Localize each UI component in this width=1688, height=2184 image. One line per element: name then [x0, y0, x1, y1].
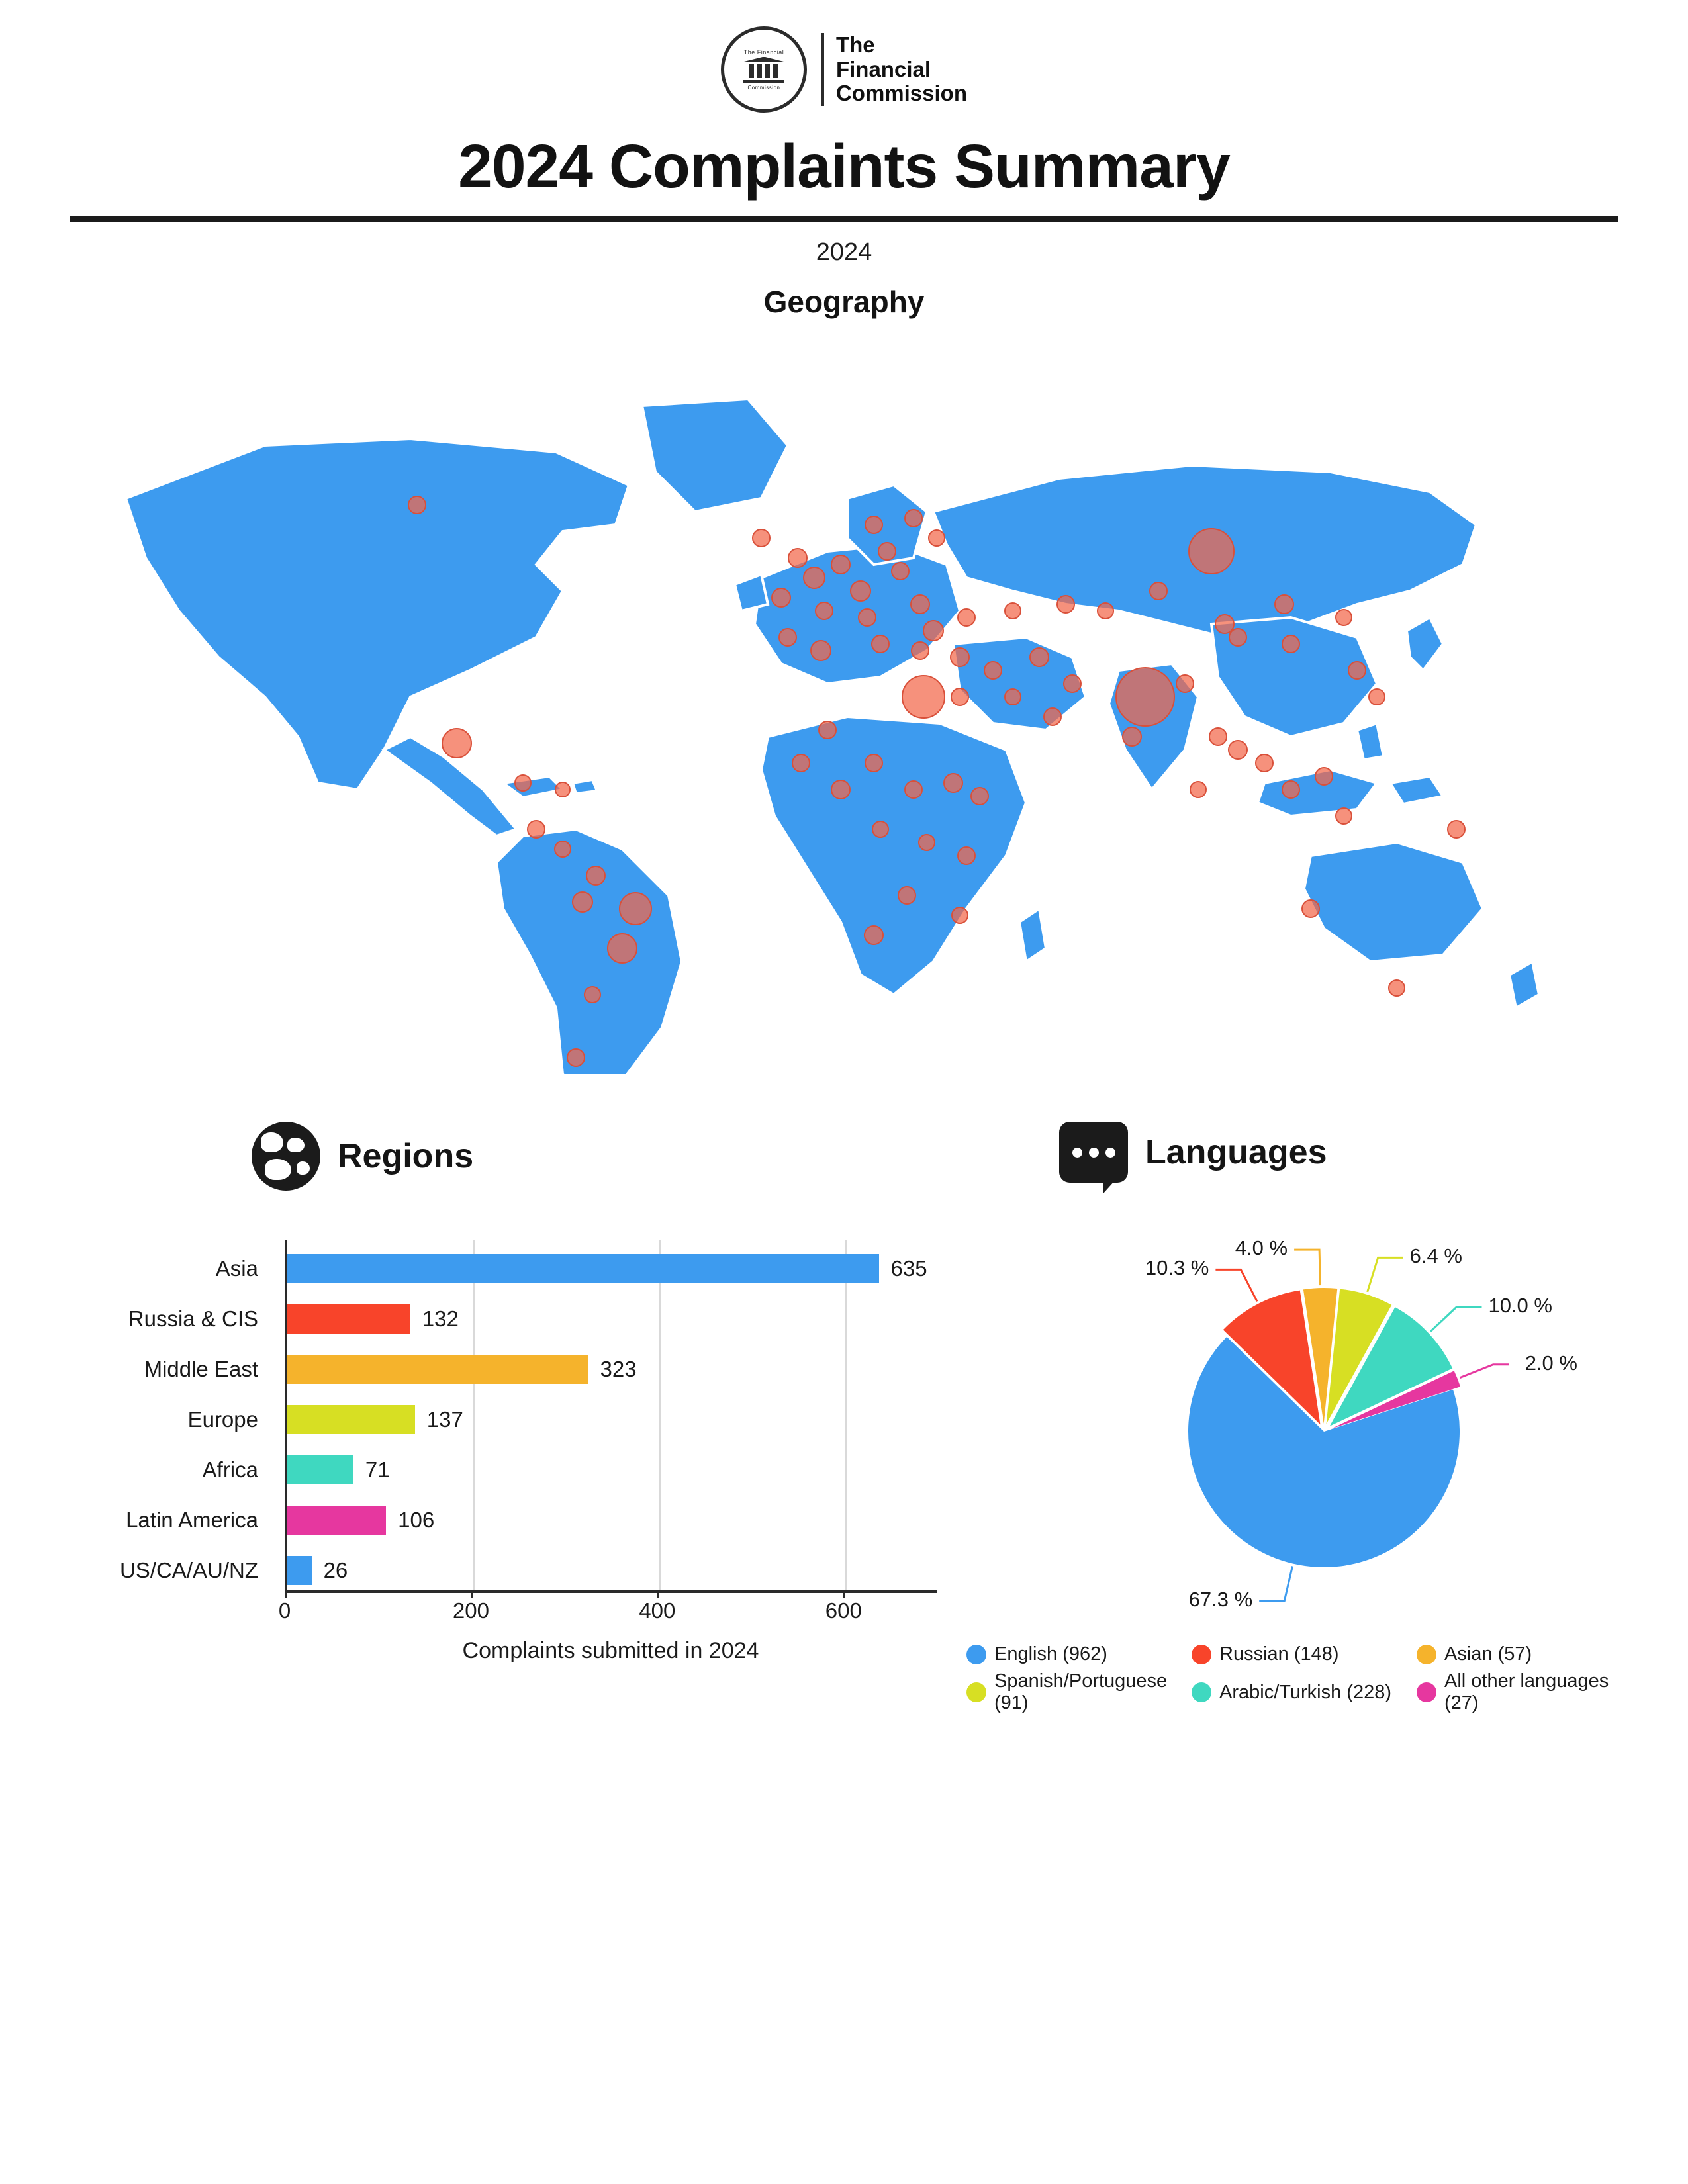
seal-bottom-text: Commission: [747, 84, 780, 91]
brand-line-1: The: [835, 32, 875, 57]
bar-rect: [287, 1304, 410, 1334]
brand-line-3: Commission: [835, 81, 968, 106]
bar-row: [287, 1294, 459, 1344]
regions-label: Regions: [338, 1137, 474, 1175]
title-divider: [70, 216, 1618, 222]
building-icon: [743, 57, 784, 83]
bar-value-label: 106: [398, 1508, 435, 1532]
pie-percent-label: 67.3 %: [1188, 1588, 1253, 1612]
seal-top-text: The Financial: [743, 48, 784, 56]
bar-row: [287, 1445, 390, 1495]
bar-category-label: US/CA/AU/NZ: [119, 1558, 258, 1582]
bar-value-label: 137: [426, 1407, 463, 1432]
bar-rect: [287, 1254, 879, 1283]
legend-color-dot: [966, 1682, 986, 1702]
bar-category-label: Middle East: [144, 1357, 258, 1381]
languages-label: Languages: [1145, 1133, 1327, 1171]
regions-panel-header: [252, 1122, 473, 1191]
bar-row: [287, 1545, 348, 1596]
bar-value-label: 71: [365, 1457, 390, 1482]
globe-icon: [252, 1122, 320, 1191]
pie-percent-label: 2.0 %: [1524, 1351, 1577, 1375]
legend-item[interactable]: [1192, 1670, 1410, 1714]
world-map-svg: [99, 326, 1589, 1074]
bar-category-label: Europe: [187, 1407, 258, 1432]
legend-item[interactable]: [1192, 1643, 1410, 1665]
x-tick-mark: [285, 1590, 287, 1598]
brand-line-2: Financial: [835, 56, 931, 81]
bar-value-label: 26: [323, 1558, 348, 1582]
legend-color-dot: [1192, 1645, 1211, 1664]
languages-pie-chart: [940, 1220, 1668, 1749]
bar-category-label: Asia: [215, 1256, 258, 1281]
brand-wordmark: [821, 33, 967, 107]
pie-leader-line: [1460, 1365, 1509, 1378]
x-tick-mark: [657, 1590, 659, 1598]
pie-leader-line: [1215, 1269, 1257, 1301]
pie-leader-line: [1259, 1567, 1292, 1602]
legend-label: All other languages (27): [1444, 1670, 1609, 1713]
legend-item[interactable]: [1417, 1643, 1635, 1665]
bar-category-label: Africa: [202, 1457, 258, 1482]
x-tick-label: 200: [452, 1598, 489, 1623]
pie-leader-line: [1294, 1250, 1320, 1285]
legend-item[interactable]: [966, 1643, 1185, 1665]
x-tick-label: 400: [639, 1598, 676, 1623]
bar-rect: [287, 1355, 588, 1384]
bar-value-label: 635: [890, 1256, 927, 1281]
bar-value-label: 132: [422, 1306, 459, 1331]
pie-percent-label: 4.0 %: [1235, 1236, 1288, 1260]
bar-row: [287, 1244, 927, 1294]
pie-leader-line: [1368, 1257, 1403, 1292]
bar-row: [287, 1495, 434, 1545]
legend-label: Spanish/Portuguese (91): [994, 1670, 1168, 1713]
pie-leader-line: [1430, 1307, 1481, 1332]
bar-category-label: Latin America: [126, 1508, 258, 1532]
chat-bubble-icon: [1059, 1122, 1128, 1183]
x-tick-label: 0: [278, 1598, 291, 1623]
bar-plot-area: [285, 1240, 937, 1590]
languages-panel-header: [1059, 1122, 1327, 1183]
legend-label: Russian (148): [1219, 1643, 1339, 1664]
bar-row: [287, 1394, 463, 1445]
brand-logo: [0, 0, 1688, 113]
legend-label: Arabic/Turkish (228): [1219, 1681, 1392, 1703]
bar-rect: [287, 1455, 353, 1484]
legend-color-dot: [1417, 1682, 1436, 1702]
legend-color-dot: [966, 1645, 986, 1664]
bar-category-label: Russia & CIS: [128, 1306, 258, 1331]
legend-label: English (962): [994, 1643, 1107, 1664]
pie-area: [1139, 1246, 1509, 1620]
x-tick-mark: [843, 1590, 845, 1598]
bar-row: [287, 1344, 637, 1394]
bar-rect: [287, 1405, 415, 1434]
report-year: 2024: [816, 238, 872, 266]
bar-value-label: 323: [600, 1357, 637, 1381]
x-axis-title: Complaints submitted in 2024: [462, 1638, 759, 1663]
x-tick-label: 600: [825, 1598, 862, 1623]
legend-item[interactable]: [1417, 1670, 1635, 1714]
bar-rect: [287, 1506, 386, 1535]
pie-legend: [966, 1643, 1642, 1714]
regions-bar-chart: [40, 1220, 927, 1723]
legend-color-dot: [1192, 1682, 1211, 1702]
pie-percent-label: 10.0 %: [1488, 1293, 1552, 1317]
bar-rect: [287, 1556, 312, 1585]
legend-item[interactable]: [966, 1670, 1185, 1714]
pie-percent-label: 6.4 %: [1409, 1244, 1462, 1268]
pie-percent-label: 10.3 %: [1145, 1256, 1209, 1280]
section-title-geography: Geography: [763, 285, 925, 319]
x-axis: [285, 1590, 937, 1593]
legend-color-dot: [1417, 1645, 1436, 1664]
financial-commission-seal-icon: [721, 26, 807, 113]
page-title: 2024 Complaints Summary: [458, 132, 1230, 201]
legend-label: Asian (57): [1444, 1643, 1532, 1664]
pie-svg: [1139, 1246, 1509, 1617]
x-tick-mark: [471, 1590, 473, 1598]
world-map-chart: [0, 326, 1688, 1107]
